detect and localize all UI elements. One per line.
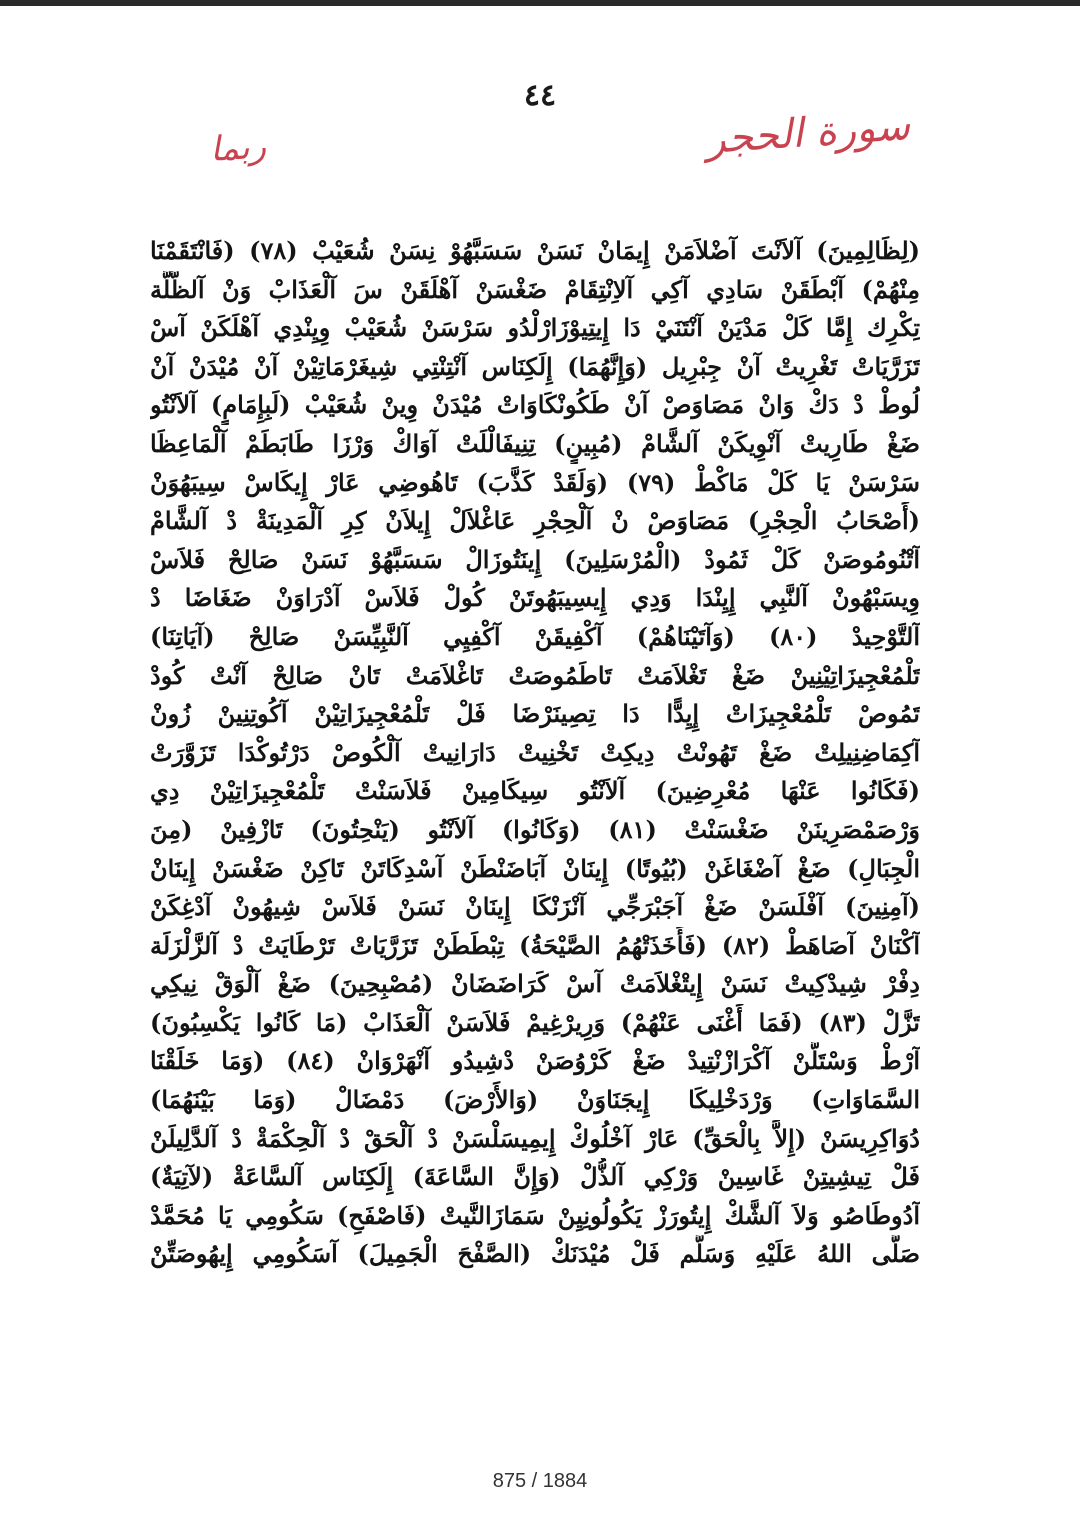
text-line: آرْطْ وَسْتَلَّنْ آكْرَازْنْتِيدْ ضَغْ كَرْوُصَنْ دْشِيدُو آنْهَرْوَانْ (٨٤) (وَمَا خَلَقْنَا: [150, 1046, 920, 1076]
text-line: (لِظَالِمِينَ) آلاَنْتَ آضْلاَمَنْ إِيمَانْ نَسَنْ سَسَبَّهُوْ نِسَنْ شُعَيْبْ (٧٨) (فَانْتَقَمْنَا: [150, 236, 920, 265]
text-line: السَّمَاوَاتِ) وَرْدَخْلِيكَا إِيجَنَاوَنْ (وَالأَرْضَ) دَمْضَالْ (وَمَا بَيْنَهُمَا): [150, 1085, 920, 1115]
text-line: دِفْرْ شِيدْكِيتْ نَسَنْ إِيتْغْلاَمَتْ آسْ كَرَاضَضَانْ (مُصْبِحِينَ) ضَغْ آلْوَقْ نِيكِي: [150, 969, 920, 999]
text-line: صَلَّى اللهُ عَلَيْهِ وَسَلَّم فَلْ مُيْدَنَكْ (الصَّفْحَ الْجَمِيلَ) آسَكُومِي إِيهُوصَتِّنْ: [150, 1239, 920, 1269]
handwritten-page-note: ربما: [208, 126, 268, 170]
text-line: سَرْسَنْ يَا كَلْ مَاكْطْ (٧٩) (وَلَقَدْ كَذَّبَ) تَاهُوضِي عَارْ إِيكَاسْ سِيبَهُوَنْ: [150, 467, 920, 497]
page-indicator: 875 / 1884: [492, 1470, 588, 1492]
text-line: وَرْصَمْصَرِينَنْ ضَغْسَنْتْ (٨١) (وَكَانُوا) آلاَنْتُو (يَنْحِتُونَ) تَازْفِينْ (مِنَ: [150, 814, 920, 844]
text-line: (آمِنِينَ) آفْلَسَنْ ضَغْ آجَبْرَجِّي آنْزَنْكَا إِينَانْ نَسَنْ فَلاَسْ شِيهُونْ آدْغِكَنْ: [150, 892, 920, 922]
handwritten-surah-name: سورة الحجر: [704, 102, 912, 164]
text-line: (أَصْحَابُ الْحِجْرِ) مَصَاوَصْ نْ آلْحِجْرِ عَاغْلاَلْ إِيلاَنْ كِرِ آلْمَدِينَةْ دْ آلشَّامْ: [150, 506, 920, 536]
text-line: آكْنَانْ آصَاهَطْ (٨٢) (فَأَخَذَتْهُمُ الصَّيْحَةُ) تِبْطَطَنْ تَزَرَّيَاتْ تَرْطَايَتْ دْ آلزَّلْزَلَة: [150, 930, 920, 960]
text-line: لُوطْ دْ دَكْ وَانْ مَصَاوَصْ آنْ طَكُونْكَاوَاتْ مُيْدَنْ وِينْ شُعَيْبْ (لَبِإِمَامٍ) آلاَنْتُو: [150, 390, 920, 420]
text-line: ضَغْ طَارِيتْ آنْوِيكَنْ آلشَّامْ (مُبِينٍ) تِنِيفَالْلَتْ آوَاكْ وَرْزَا طَابَطَمْ آلْمَاعِظَا: [150, 428, 920, 458]
text-line: تَلْمُعْجِيزَاتِيْنِينْ ضَغْ تَغْلاَمَتْ تَاطَمُوصَتْ تَاغْلاَمَتْ تَانْ صَالِحْ آنْتْ كُودْ: [150, 660, 920, 690]
text-line: مِنْهُمْ) آبْطَقَنْ سَادِي آكِي آلاِنْتِقَامْ ضَغْسَنْ آهْلَقَنْ سَ آلْعَذَابْ وَنْ آلظُّلَّة: [150, 274, 920, 304]
text-line: تِكْرِك إِمَّا كَلْ مَدْيَنْ آنْتَنَيْ دَا إِيتِيوْزَارْلْدُو سَرْسَنْ شُعَيْبْ وِيِنْدِي آهْلَكَنْ آسْ: [150, 313, 920, 343]
text-line: تَمُوصْ تَلْمُعْجِيزَاتْ إِيِدًّا دَا تِصِينَرْضَا فَلْ تَلْمُعْجِيزَاتِيْنْ آكُوتِنِينْ زُونْ: [150, 699, 920, 729]
text-line: آتْنُومُوصَنْ كَلْ ثَمُودْ (الْمُرْسَلِينَ) إِينَتُوزَالْ سَسَبَّهُوْ نَسَنْ صَالِحْ فَلاَسْ: [150, 544, 920, 574]
text-line: الْجِبَالِ) ضَغْ آضْغَاغَنْ (بُيُوتًا) إِينَانْ آبَاضَنْطَنْ آسْدِكَاتَنْ تَاكِنْ ضَغْسَنْ إِينَانْ: [150, 853, 920, 883]
text-line: دُوَاكِرِيسَنْ (إِلاَّ بِالْحَقِّ) عَارْ آخْلُوكْ إِيمِيسَلْسَنْ دْ آلْحَقْ دْ آلْحِكْمَةْ دْ آلدَّلِيلَنْ: [150, 1123, 920, 1153]
page-number: ٤٤: [523, 78, 557, 113]
text-line: (فَكَانُوا عَنْهَا مُعْرِضِينَ) آلاَنْتُو سِيكَامِينْ فَلاَسَنْتْ تَلْمُعْجِيزَاتِيْنْ دِي: [150, 776, 920, 806]
text-line: تَزَرَّيَاتْ تَغْرِيتْ آنْ جِبْرِيل (وَإِنَّهُمَا) إِلَكِنَاس آنْتِنْتِي شِيغَرْمَاتِيْنْ آنْ مُيْدَنْ آنْ: [150, 351, 920, 381]
text-line: فَلْ تِيشِيتِنْ غَاسِينْ وَرْكِي آلذُّلْ (وَإِنَّ السَّاعَةَ) إِلَكِنَاس آلسَّاعَةْ (لآتِيَةٌ): [150, 1162, 920, 1192]
text-line: وِيسَبْهُونْ آلنَّبِي إِيِنْدَا وَدِي إِيسِيبَهُوتَنْ كُولْ فَلاَسْ آدْرَاوَنْ ضَغَاضَا دْ: [150, 583, 920, 613]
scan-top-edge: [0, 0, 1080, 6]
text-line: تَزَّلْ (٨٣) (فَمَا أَغْنَى عَنْهُمْ) وَرِيرْغِيمْ فَلاَسَنْ آلْعَذَابْ (مَا كَانُوا يَكْسِبُونَ): [150, 1007, 920, 1037]
text-line: آكِمَاضِنِيلِتْ ضَغْ تَهُونْتْ دِيكِتْ تَخْنِيتْ دَارَانِيتْ آلْكُوصْ دَرْتُوكْدَا تَزَوَّرَتْ: [150, 737, 920, 767]
text-line: آلتَّوْحِيدْ (٨٠) (وَآتَيْنَاهُمْ) آكْفِيقَنْ آكْفِيِي آلنَّبِيِّسَنْ صَالِحْ (آيَاتِنَا): [150, 621, 920, 651]
page-text-body: [150, 232, 920, 1274]
text-line: آدُوطَاصُو وَلاَ آلشَّكْ إِيتُورَزْ يَكُولُونِيِنْ سَمَازَالنَّيتْ (فَاصْفَحِ) سَكُومِي يَا مُحَمَّدْ: [150, 1200, 920, 1230]
